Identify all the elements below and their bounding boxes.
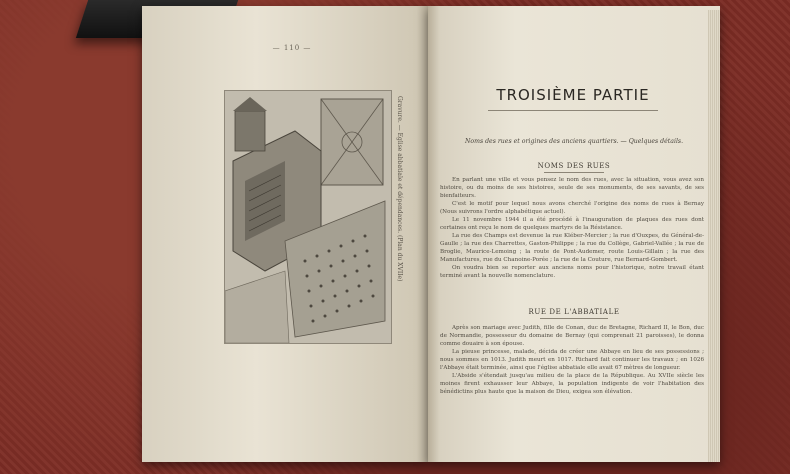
section-heading-noms-des-rues: NOMS DES RUES bbox=[537, 162, 611, 170]
paragraph: Le 11 novembre 1944 il a été procédé à l'inauguration de plaques des rues dont certaines ont reçu le nom de quelques martyrs de la Résistance. bbox=[440, 217, 704, 231]
figure-caption: Gravure. — Eglise abbatiale et dépendances. (Plan du XVIIe) bbox=[396, 96, 403, 282]
paragraph: La pieuse princesse, malade, décida de créer une Abbaye en lieu de ses possessions ; nous sommes en 1013. Judith meurt en 1017. Richard fait continuer les travaux ; en 1026 l'Abbaye était terminée, ainsi que l'église abbatiale elle avait 67 mètres de longueur. bbox=[440, 349, 704, 371]
section-rule bbox=[540, 318, 608, 319]
left-page bbox=[142, 6, 428, 462]
open-book bbox=[132, 6, 730, 468]
paragraph: On voudra bien se reporter aux anciens noms pour l'historique, notre travail étant terminé avant la nouvelle nomenclature. bbox=[440, 265, 704, 279]
paragraph: L'Abside s'étendait jusqu'au milieu de la place de la République. Au XVIIe siècle les moines firent exhausser leur Abbaye, la population indigente de voir l'habitation des bénédictins plus haute que la maison de Dieu, exigea son élévation. bbox=[440, 373, 704, 395]
section-body-rue-abbatiale bbox=[440, 324, 704, 396]
paragraph: C'est le motif pour lequel nous avons cherché l'origine des noms de rues à Bernay (Nous suivrons l'ordre alphabétique actuel). bbox=[440, 201, 704, 215]
page-edges bbox=[708, 10, 720, 462]
chapter-intro: Noms des rues et origines des anciens quartiers. — Quelques détails. bbox=[464, 138, 684, 145]
paragraph: Après son mariage avec Judith, fille de Conan, duc de Bretagne, Richard II, le Bon, duc de Normandie, possesseur du domaine de Bernay (qui comprenait 21 paroisses), le donna comme douaire à son épouse. bbox=[440, 325, 704, 347]
paragraph: La rue des Champs est devenue la rue Kléber-Mercier ; la rue d'Ouxpes, du Général-de-Gaulle ; la rue des Charrettes, Gaston-Philippe ; la rue du Collège, Gabriel-Vallée ; la rue de Broglie, Maurice-Lemoing ; la route de Pont-Audemer, route Louis-Gillain ; la rue des Manufactures, rue du Chanoine-Porée ; la rue de la Couture, rue Bernard-Gombert. bbox=[440, 233, 704, 263]
section-body-noms-des-rues bbox=[440, 176, 704, 280]
title-rule bbox=[488, 110, 658, 111]
section-heading-rue-abbatiale: RUE DE L'ABBATIALE bbox=[528, 308, 620, 316]
part-title: TROISIÈME PARTIE bbox=[496, 86, 650, 104]
paragraph: En parlant une ville et vous pensez le nom des rues, avec la situation, vous avez son histoire, ou du moins de ses histoires, seule de ses monuments, de ses savants, de ses bienfaiteurs. bbox=[440, 177, 704, 199]
right-page bbox=[428, 6, 720, 462]
page-number: — 110 — bbox=[272, 44, 312, 52]
abbey-engraving bbox=[224, 90, 392, 344]
section-rule bbox=[544, 172, 604, 173]
